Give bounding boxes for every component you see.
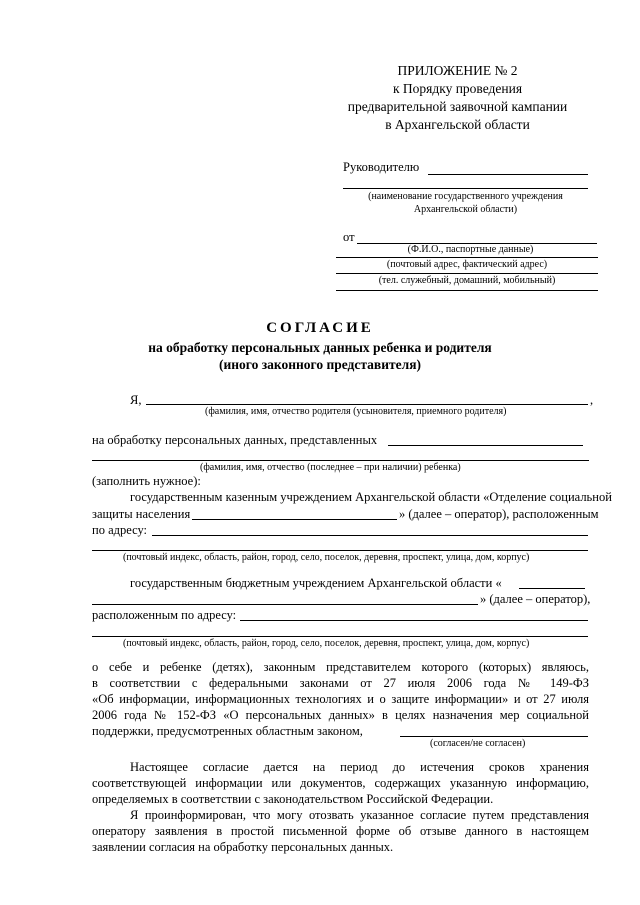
paragraph-line: соответствующей информации или документов, содержащих указанную информацию, — [92, 776, 589, 790]
data-line[interactable] — [388, 445, 583, 446]
agreement-line[interactable] — [400, 736, 588, 737]
child-name-line[interactable] — [92, 460, 589, 461]
paragraph-line: 2006 года № 152-ФЗ «О персональных данных» в целях назначения мер социальной — [92, 708, 589, 722]
phone-hint: (тел. служебный, домашний, мобильный) — [378, 275, 556, 286]
doc-title: СОГЛАСИЕ — [266, 320, 374, 336]
operator2-name-line2[interactable] — [92, 604, 478, 605]
institution-line[interactable] — [343, 188, 588, 189]
director-line[interactable] — [428, 174, 588, 175]
doc-subtitle: (иного законного представителя) — [218, 357, 421, 372]
appendix-line: предварительной заявочной кампании — [347, 99, 568, 114]
address-line[interactable] — [336, 257, 598, 258]
doc-subtitle: на обработку персональных данных ребенка и родителя — [148, 340, 492, 355]
paragraph-line: о себе и ребенке (детях), законным представителем которого (которых) являюсь, — [92, 660, 589, 674]
appendix-line: к Порядку проведения — [392, 81, 523, 96]
paragraph-line: «Об информации, информационных технологиях и о защите информации» и от 27 июля — [92, 692, 589, 706]
i-label: Я, — [130, 393, 142, 407]
extra-line[interactable] — [336, 290, 598, 291]
appendix-header — [330, 62, 585, 134]
institution-hint — [343, 190, 588, 216]
paragraph-line: оператору заявления в простой письменной форме об отзыве данного в настоящем — [92, 824, 589, 838]
parent-hint: (фамилия, имя, отчество родителя (усыновителя, приемного родителя) — [205, 406, 507, 417]
operator2-address-line2[interactable] — [92, 636, 588, 637]
appendix-line: в Архангельской области — [385, 117, 530, 132]
fill-needed: (заполнить нужное): — [92, 474, 201, 488]
operator1-address-line[interactable] — [152, 535, 588, 536]
operator2-name-line[interactable] — [519, 588, 585, 589]
operator1-line1: государственным казенным учреждением Архангельской области «Отделение социальной — [130, 490, 612, 504]
paragraph-line: Я проинформирован, что могу отозвать указанное согласие путем представления — [130, 808, 589, 822]
postal-hint: (почтовый индекс, область, район, город, село, поселок, деревня, проспект, улица, дом, корпус) — [123, 552, 530, 563]
operator1-line2-start: защиты населения — [92, 507, 191, 521]
parent-name-line[interactable] — [146, 404, 588, 405]
paragraph-line: Настоящее согласие дается на период до истечения сроков хранения — [130, 760, 589, 774]
to-label: Руководителю — [343, 160, 420, 174]
child-hint: (фамилия, имя, отчество (последнее – при наличии) ребенка) — [200, 462, 461, 473]
consent-data-label: на обработку персональных данных, представленных — [92, 433, 378, 447]
operator1-address-line2[interactable] — [92, 550, 588, 551]
phone-line[interactable] — [336, 273, 598, 274]
hint-text: Архангельской области) — [413, 204, 518, 215]
operator2-line2-end: » (далее – оператор), — [480, 592, 591, 606]
operator2-line3: расположенным по адресу: — [92, 608, 237, 622]
department-line[interactable] — [192, 519, 397, 520]
operator1-line2-end: » (далее – оператор), расположенным — [399, 507, 599, 521]
fio-hint: (Ф.И.О., паспортные данные) — [407, 244, 534, 255]
operator2-line1: государственным бюджетным учреждением Архангельской области « — [130, 576, 502, 590]
paragraph-line: заявлении согласия на обработку персональных данных. — [92, 840, 394, 854]
paragraph-line: в соответствии с федеральными законами от 27 июля 2006 года № 149-ФЗ — [92, 676, 589, 690]
from-label: от — [343, 230, 355, 244]
paragraph-line: поддержки, предусмотренных областным законом, — [92, 724, 363, 738]
hint-text: (наименование государственного учреждения — [368, 191, 563, 202]
agree-hint: (согласен/не согласен) — [430, 738, 526, 749]
operator1-line3: по адресу: — [92, 523, 148, 537]
appendix-title: ПРИЛОЖЕНИЕ № 2 — [397, 63, 518, 78]
address-hint: (почтовый адрес, фактический адрес) — [386, 259, 548, 270]
postal-hint: (почтовый индекс, область, район, город, село, поселок, деревня, проспект, улица, дом, корпус) — [123, 638, 530, 649]
comma: , — [590, 393, 594, 407]
paragraph-line: определяемых в соответствии с законодательством Российской Федерации. — [92, 792, 494, 806]
operator2-address-line[interactable] — [240, 620, 588, 621]
